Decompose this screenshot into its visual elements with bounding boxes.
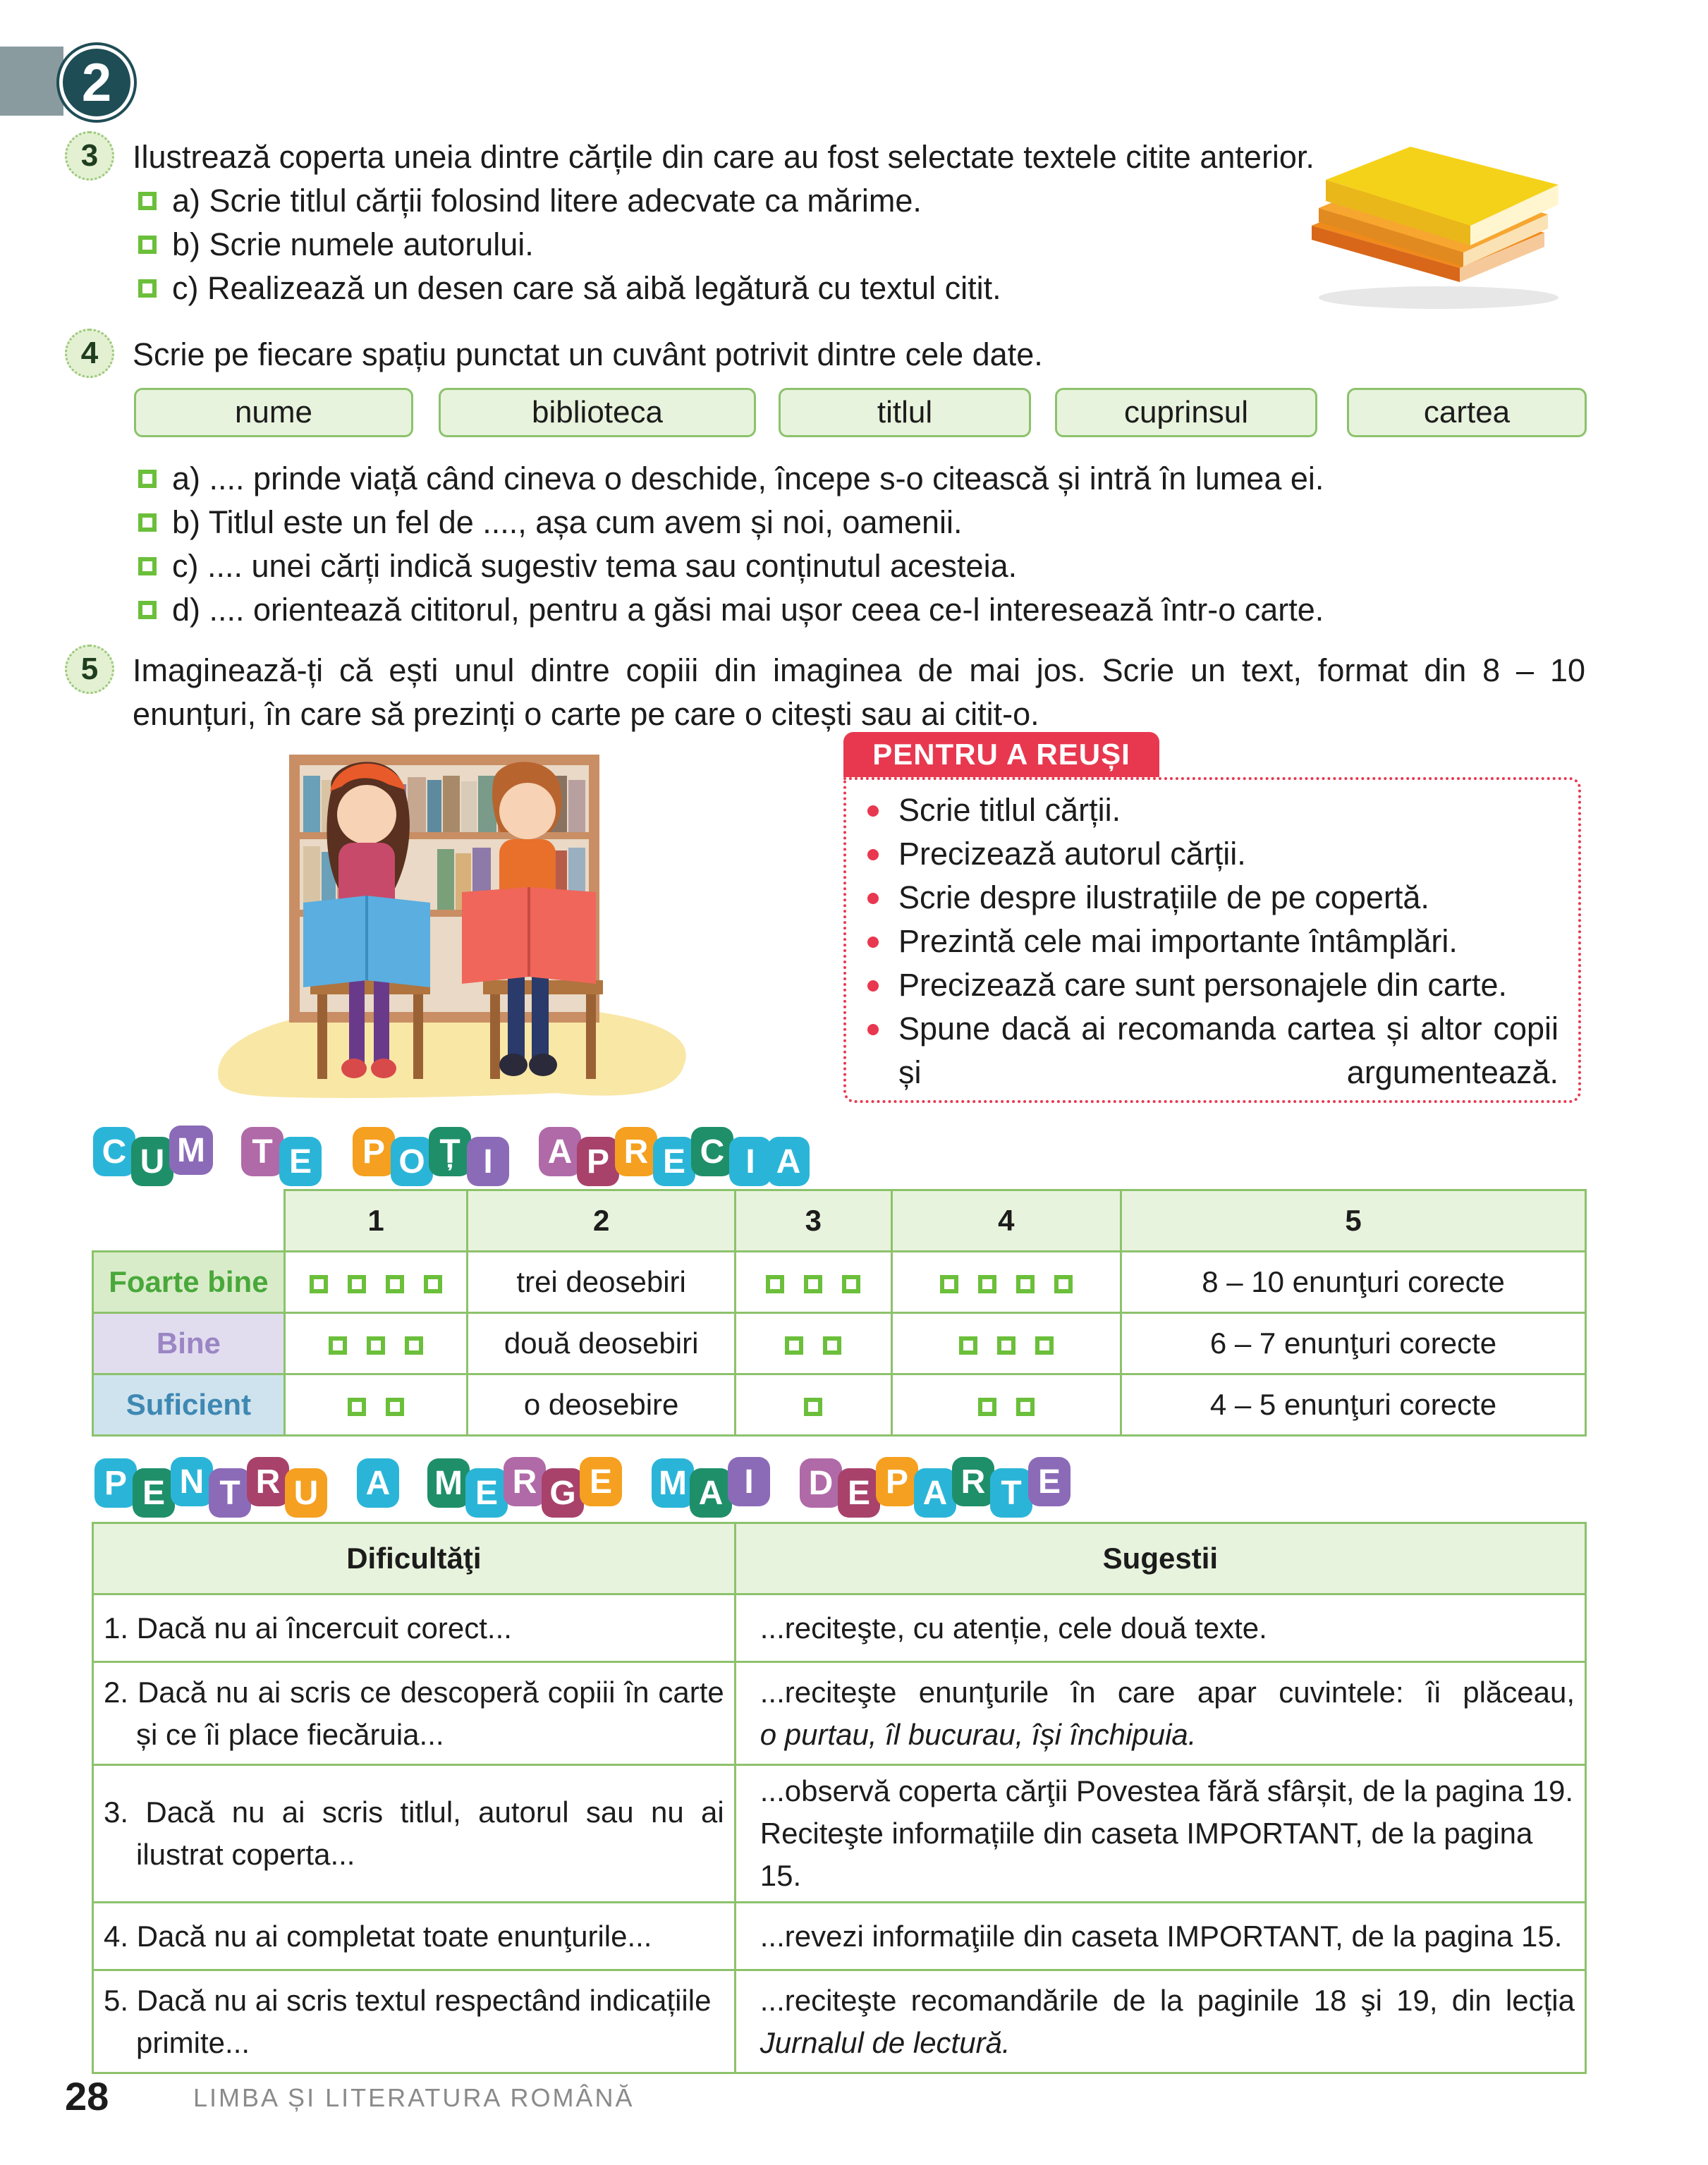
checkbox-icon[interactable] [997, 1336, 1015, 1355]
banner-tile: P [577, 1137, 619, 1186]
checkbox-group [735, 1313, 891, 1374]
level-label: Bine [93, 1313, 285, 1374]
checkbox-icon[interactable] [138, 192, 157, 210]
checkbox-group [284, 1313, 468, 1374]
banner-tile: A [690, 1468, 732, 1518]
criterion-cell: trei deosebiri [468, 1252, 736, 1313]
word-box-cuprinsul: cuprinsul [1055, 388, 1317, 437]
criterion-cell: 4 – 5 enunţuri corecte [1121, 1374, 1586, 1436]
banner-tile: U [285, 1468, 327, 1518]
difficulty-cell: 3. Dacă nu ai scris titlul, autorul sau nu ai ilustrat coperta... [93, 1765, 736, 1903]
difficulty-cell: 5. Dacă nu ai scris textul respectând indicațiile primite... [93, 1970, 736, 2073]
checkbox-icon[interactable] [386, 1398, 404, 1416]
checkbox-icon[interactable] [940, 1275, 958, 1293]
evaluation-row-foarte-bine [93, 1252, 1586, 1313]
checkbox-group [735, 1374, 891, 1436]
banner-tile: M [652, 1458, 694, 1508]
banner-tile: T [241, 1127, 283, 1176]
column-header: 5 [1121, 1190, 1586, 1252]
tip-item: Spune dacă ai recomanda cartea și altor copii și argumentează. [867, 1007, 1558, 1094]
banner-tile: E [279, 1137, 322, 1186]
checkbox-group [284, 1252, 468, 1313]
banner-tile: I [467, 1137, 509, 1186]
difficulties-header-row [93, 1523, 1586, 1594]
column-header: 2 [468, 1190, 736, 1252]
banner-tile: P [353, 1127, 395, 1176]
checkbox-icon[interactable] [804, 1398, 822, 1416]
checkbox-icon[interactable] [804, 1275, 822, 1293]
evaluation-table [92, 1189, 1587, 1437]
empty-cell [93, 1190, 285, 1252]
column-header: 4 [891, 1190, 1121, 1252]
checkbox-icon[interactable] [1054, 1275, 1073, 1293]
difficulty-row [93, 1662, 1586, 1765]
banner-tile: C [93, 1127, 135, 1176]
criterion-cell: 8 – 10 enunţuri corecte [1121, 1252, 1586, 1313]
checkbox-icon[interactable] [823, 1336, 841, 1355]
tip-item: Scrie titlul cărții. [867, 788, 1558, 832]
difficulty-cell: 2. Dacă nu ai scris ce descoperă copiii în carte și ce îi place fiecăruia... [93, 1662, 736, 1765]
checkbox-icon[interactable] [386, 1275, 404, 1293]
banner-tile: E [1028, 1457, 1070, 1506]
banner-tile: R [615, 1127, 657, 1176]
checkbox-icon[interactable] [138, 470, 157, 488]
suggestion-cell: ...reciteşte enunţurile în care apar cuvintele: îi plăceau, o purtau, îl bucurau, își închipuia. [735, 1662, 1585, 1765]
column-header: Dificultăţi [93, 1523, 736, 1594]
evaluation-row-suficient [93, 1374, 1586, 1436]
checkbox-icon[interactable] [1016, 1398, 1035, 1416]
word-box-titlul: titlul [779, 388, 1031, 437]
exercise-3-item-a: a) Scrie titlul cărții folosind litere adecvate ca mărime. [138, 179, 922, 223]
checkbox-icon[interactable] [1016, 1275, 1035, 1293]
exercise-4-item-b: b) Titlul este un fel de ...., așa cum avem și noi, oamenii. [138, 501, 963, 544]
banner-tile: R [952, 1457, 994, 1506]
checkbox-icon[interactable] [842, 1275, 860, 1293]
banner-tile: N [171, 1457, 213, 1506]
tip-item: Scrie despre ilustrațiile de pe copertă. [867, 876, 1558, 920]
banner-tile: P [94, 1458, 137, 1508]
evaluation-header-row [93, 1190, 1586, 1252]
word-box-cartea: cartea [1347, 388, 1587, 437]
checkbox-group [284, 1374, 468, 1436]
evaluation-row-bine [93, 1313, 1586, 1374]
exercise-4-number: 4 [65, 329, 114, 378]
checkbox-icon[interactable] [766, 1275, 784, 1293]
checkbox-icon[interactable] [138, 279, 157, 298]
checkbox-icon[interactable] [785, 1336, 803, 1355]
banner-tile: E [838, 1468, 880, 1518]
level-label: Suficient [93, 1374, 285, 1436]
column-header: 1 [284, 1190, 468, 1252]
banner-tile: T [990, 1468, 1032, 1518]
banner-tile: A [767, 1137, 810, 1186]
checkbox-icon[interactable] [138, 601, 157, 619]
footer-subject: LIMBA ȘI LITERATURA ROMÂNĂ [193, 2083, 635, 2112]
checkbox-icon[interactable] [138, 236, 157, 254]
difficulty-row [93, 1594, 1586, 1662]
suggestion-cell: ...revezi informaţiile din caseta IMPORTANT, de la pagina 15. [735, 1903, 1585, 1970]
level-label: Foarte bine [93, 1252, 285, 1313]
exercise-4-prompt: Scrie pe fiecare spațiu punctat un cuvânt potrivit dintre cele date. [133, 336, 1043, 372]
exercise-5-prompt-line1: Imaginează-ți că ești unul dintre copiii din imaginea de mai jos. Scrie un text, format din 8 – 10 [133, 652, 1585, 688]
banner-tile: P [876, 1457, 918, 1506]
checkbox-icon[interactable] [978, 1275, 996, 1293]
suggestion-cell: ...reciteşte, cu atenție, cele două texte. [735, 1594, 1585, 1662]
column-header: Sugestii [735, 1523, 1585, 1594]
banner-tile: I [728, 1457, 770, 1506]
banner-tile: G [542, 1468, 584, 1518]
exercise-3-number: 3 [65, 131, 114, 181]
checkbox-icon[interactable] [310, 1275, 328, 1293]
banner-tile: R [504, 1457, 546, 1506]
exercise-4-item-d: d) .... orientează cititorul, pentru a găsi mai ușor ceea ce-l interesează într-o carte. [138, 588, 1324, 632]
checkbox-icon[interactable] [978, 1398, 996, 1416]
children-reading-illustration [205, 748, 698, 1114]
tip-item: Precizează care sunt personajele din carte. [867, 963, 1558, 1007]
checkbox-group [891, 1374, 1121, 1436]
checkbox-icon[interactable] [959, 1336, 977, 1355]
banner-tile: O [391, 1137, 433, 1186]
checkbox-icon[interactable] [138, 513, 157, 532]
banner-tile: Ț [429, 1127, 471, 1176]
checkbox-group [735, 1252, 891, 1313]
checkbox-icon[interactable] [348, 1275, 366, 1293]
checkbox-icon[interactable] [405, 1336, 423, 1355]
suggestion-cell: ...reciteşte recomandările de la paginile 18 şi 19, din lecția Jurnalul de lectură. [735, 1970, 1585, 2073]
unit-marker-bar [0, 47, 63, 116]
banner-tile: C [691, 1127, 733, 1176]
exercise-4-item-c: c) .... unei cărți indică sugestiv tema sau conținutul acesteia. [138, 544, 1017, 588]
banner-tile: R [247, 1457, 289, 1506]
difficulty-cell: 4. Dacă nu ai completat toate enunţurile... [93, 1903, 736, 1970]
banner-tile: I [729, 1137, 771, 1186]
banner-tile: E [133, 1468, 175, 1518]
tip-item: Prezintă cele mai importante întâmplări. [867, 920, 1558, 963]
checkbox-icon[interactable] [138, 557, 157, 575]
banner-tile: M [169, 1126, 213, 1175]
word-box-nume: nume [134, 388, 413, 437]
difficulty-cell: 1. Dacă nu ai încercuit corect... [93, 1594, 736, 1662]
exercise-5-prompt-line2: enunțuri, în care să prezinți o carte pe care o citești sau ai citit-o. [133, 696, 1039, 732]
difficulty-row [93, 1970, 1586, 2073]
checkbox-icon[interactable] [329, 1336, 347, 1355]
checkbox-icon[interactable] [1035, 1336, 1054, 1355]
exercise-3-item-b: b) Scrie numele autorului. [138, 223, 534, 267]
unit-number-badge: 2 [59, 45, 134, 120]
checkbox-icon[interactable] [424, 1275, 442, 1293]
books-stack-icon [1298, 141, 1573, 317]
checkbox-icon[interactable] [348, 1398, 366, 1416]
exercise-3-item-c: c) Realizează un desen care să aibă legătură cu textul citit. [138, 267, 1001, 310]
banner-tile: U [131, 1137, 173, 1186]
banner-tile: A [539, 1127, 581, 1176]
banner-tile: T [209, 1468, 251, 1518]
page-number: 28 [65, 2074, 109, 2118]
banner-tile: D [800, 1458, 842, 1508]
tips-list [867, 788, 1558, 1094]
banner-tile: E [653, 1137, 695, 1186]
criterion-cell: două deosebiri [468, 1313, 736, 1374]
checkbox-group [891, 1252, 1121, 1313]
banner-tile: A [357, 1458, 399, 1508]
exercise-4-item-a: a) .... prinde viață când cineva o deschide, începe s-o citească și intră în lumea ei. [138, 457, 1324, 501]
criterion-cell: o deosebire [468, 1374, 736, 1436]
column-header: 3 [735, 1190, 891, 1252]
difficulties-table [92, 1522, 1587, 2074]
exercise-5-number: 5 [65, 645, 114, 694]
difficulty-row [93, 1903, 1586, 1970]
exercise-3-prompt: Ilustrează coperta uneia dintre cărțile din care au fost selectate textele citite anterior. [133, 139, 1314, 175]
suggestion-cell: ...observă coperta cărţii Povestea fără sfârșit, de la pagina 19. Reciteşte informațiile din caseta IMPORTANT, de la pagina 15. [735, 1765, 1585, 1903]
banner-tile: E [465, 1468, 508, 1518]
word-box-biblioteca: biblioteca [439, 388, 756, 437]
checkbox-icon[interactable] [367, 1336, 385, 1355]
banner-tile: E [580, 1457, 622, 1506]
tips-title: PENTRU A REUȘI [843, 732, 1159, 777]
difficulty-row [93, 1765, 1586, 1903]
banner-tile: M [427, 1458, 470, 1508]
checkbox-group [891, 1313, 1121, 1374]
banner-tile: A [914, 1468, 956, 1518]
criterion-cell: 6 – 7 enunţuri corecte [1121, 1313, 1586, 1374]
tip-item: Precizează autorul cărții. [867, 832, 1558, 876]
